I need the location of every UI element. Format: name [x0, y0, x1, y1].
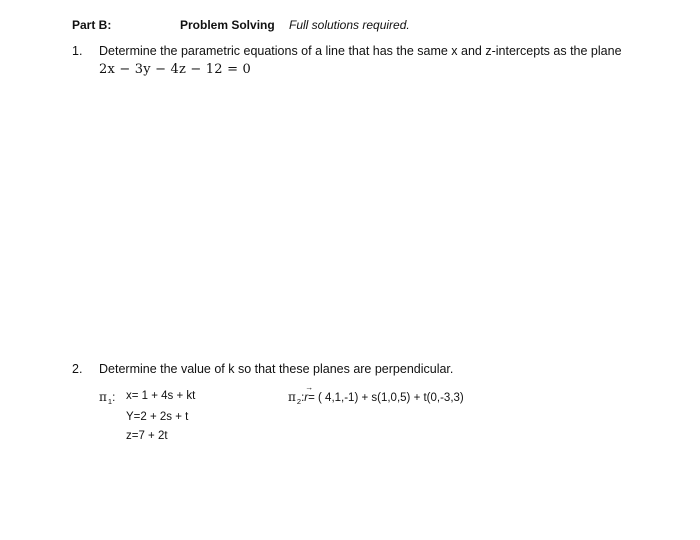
plane-2-equation — [288, 383, 464, 406]
plane-2-rhs: = ( 4,1,-1) + s(1,0,5) + t(0,-3,3) — [308, 392, 464, 404]
pi-symbol: π — [99, 390, 107, 404]
plane-2-colon: : — [301, 392, 305, 404]
part-label: Part B: — [72, 18, 112, 32]
section-title: Problem Solving — [180, 18, 275, 32]
question-1-number: 1. — [72, 44, 83, 58]
question-1-text: Determine the parametric equations of a line that has the same x and z-intercepts as the plane — [99, 44, 622, 58]
plane-2-subscript: 2 — [296, 397, 302, 406]
plane-1-colon: : — [112, 392, 116, 404]
plane-1-equation-z: z=7 + 2t — [126, 430, 168, 442]
pi-symbol: π — [288, 390, 296, 404]
vector-arrow-icon: → — [305, 383, 314, 392]
instructions-note: Full solutions required. — [289, 18, 410, 32]
plane-1-equation-x: x= 1 + 4s + kt — [126, 390, 196, 402]
plane-1-label — [99, 390, 115, 404]
vector-variable: r — [304, 392, 309, 404]
question-1-plane-equation: 2x − 3y − 4z − 12 = 0 — [99, 62, 251, 77]
question-2-number: 2. — [72, 362, 83, 376]
question-2-text: Determine the value of k so that these planes are perpendicular. — [99, 362, 454, 376]
plane-1-equation-y: Y=2 + 2s + t — [126, 411, 189, 423]
plane-1-subscript: 1 — [107, 397, 113, 406]
vector-r — [304, 383, 314, 404]
